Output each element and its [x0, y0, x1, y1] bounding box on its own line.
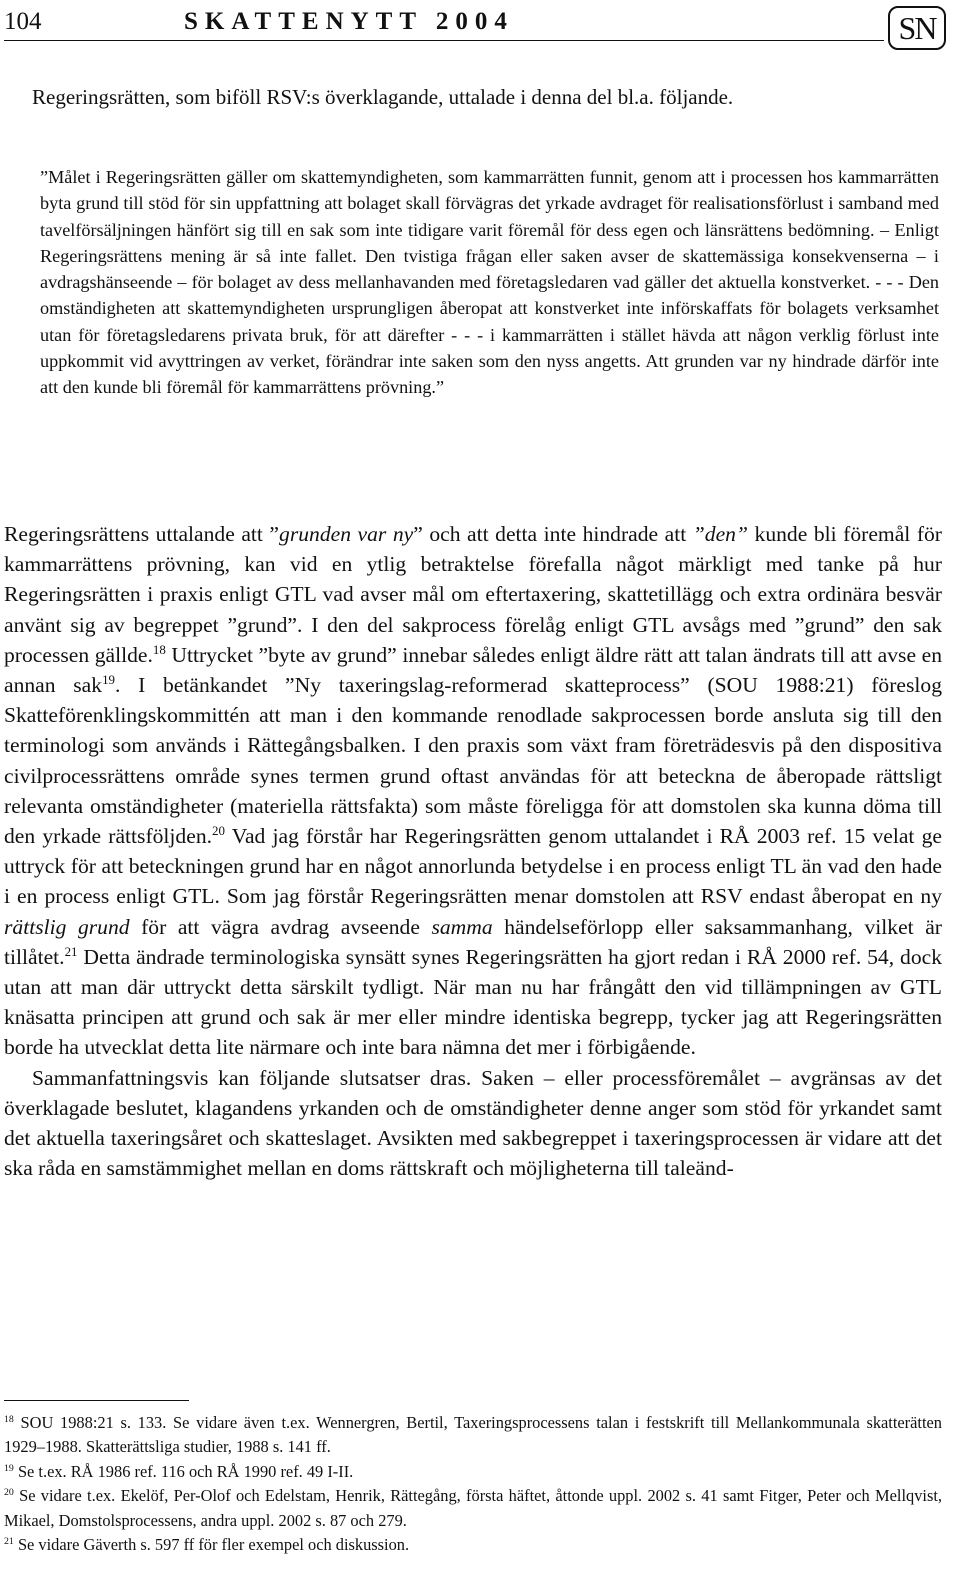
text-run: . I betänkandet ”Ny taxeringslag-reformerad skatteprocess” (SOU 1988:21) föreslog Skatteförenklingskommittén att man i den kommande renodlade sakprocessen borde ansluta sig till den terminologi som används i Rättegångsbalken. I den praxis som växt fram företrädesvis på den dispositiva civilprocessrättens område synes termen grund oftast användas för att beteckna de åberopade rättsligt relevanta omständigheter (materiella rättsfakta) som måste föreligga för att domstolen ska kunna döma till den yrkade rättsföljden.: [4, 673, 942, 849]
journal-logo-icon: SN: [888, 6, 946, 50]
footnote-ref-21: 21: [64, 944, 78, 960]
text-run: kunde bli föremål för kammarrättens prövning, kan vid en ytlig betraktelse förefalla något märkligt med tanke på hur Regeringsrätten i praxis enligt GTL vad avser mål om eftertaxering, skattetillägg och extra ordinära besvär använt sig av begreppet ”grund”. I den del sakprocess förelåg enligt GTL avsågs med ”grund” den sak processen gällde.: [4, 522, 943, 667]
text-run: Vad jag förstår har Regeringsrätten genom uttalandet i RÅ 2003 ref. 15 velat ge uttryck för att beteckningen grund har en något annorlunda betydelse i en process enligt TL än vad den hade i en process enligt GTL. Som jag förstår Regeringsrätten menar domstolen att RSV endast åberopat en ny: [4, 824, 942, 909]
footnote-19: [4, 1460, 942, 1484]
footnote-18: [4, 1411, 942, 1460]
footnote-20: [4, 1484, 942, 1533]
intro-paragraph: Regeringsrätten, som biföll RSV:s överklagande, uttalade i denna del bl.a. följande.: [32, 85, 734, 109]
footnote-ref-19: 19: [102, 672, 116, 688]
footnote-text: Se vidare t.ex. Ekelöf, Per-Olof och Edelstam, Henrik, Rättegång, första häftet, åttonde uppl. 2002 s. 41 samt Fitger, Peter och Mellqvist, Mikael, Domstolsprocessens, andra uppl. 2002 s. 87 och 279.: [4, 1486, 942, 1530]
footnote-ref-18: 18: [152, 642, 166, 658]
text-run: ” och att detta inte hindrade att: [413, 522, 693, 546]
footnote-ref-20: 20: [212, 823, 225, 839]
footnote-number: 18: [4, 1414, 14, 1426]
footnote-text: Se t.ex. RÅ 1986 ref. 116 och RÅ 1990 ref. 49 I-II.: [17, 1461, 354, 1481]
emphasis: samma: [431, 914, 493, 939]
text-run: Detta ändrade terminologiska synsätt synes Regeringsrätten ha gjort redan i RÅ 2000 ref. 54, dock utan att man där uttryckt detta särskilt tydligt. När man nu har frångått den vid tillämpningen av GTL knäsatta principen att grund och sak är mer eller mindre identiska begrepp, tycker jag att Regeringsrätten borde ha utvecklat detta lite närmare och inte bara nämna det mer i förbigående.: [4, 944, 942, 1060]
emphasis: grunden var ny: [279, 522, 414, 546]
footnotes: [4, 1411, 942, 1557]
body-paragraph-2: Sammanfattningsvis kan följande slutsatser dras. Saken – eller processföremålet – avgränsas av det överklagade beslutet, klagandens yrkanden och de omständigheter denne anger som stöd för yrkandet samt det aktuella taxeringsåret och skatteslaget. Avsikten med sakbegreppet i taxeringsprocessen är vidare att det ska råda en samstämmighet mellan en doms rättskraft och möjligheterna till taleänd-: [4, 1065, 942, 1181]
footnote-number: 21: [4, 1536, 14, 1548]
header-rule: [4, 40, 884, 41]
text-run: händelseförlopp eller saksammanhang, vilket är tillåtet.: [4, 914, 942, 969]
footnote-rule: [4, 1400, 189, 1401]
main-text: [4, 519, 942, 1183]
footnote-21: [4, 1533, 942, 1557]
body-paragraph-1: [4, 519, 942, 1063]
page-number: 104: [4, 8, 42, 35]
court-quote: ”Målet i Regeringsrätten gäller om skattemyndigheten, som kammarrätten funnit, genom att i processen hos kammarrätten byta grund till stöd för sin uppfattning att bolaget skall förvägras det yrkade avdraget för realisationsförlust i samband med tavelförsäljningen hänfört sig till en sak som inte tidigare varit föremål för dess egen och länsrättens bedömning. – Enligt Regeringsrättens mening är så inte fallet. Den tvistiga frågan eller saken avser de skattemässiga konsekvenserna – i avdragshänseende – för bolaget av dess mellanhavanden med företagsledaren vad gäller det aktuella konstverket. - - - Den omständigheten att skattemyndigheten ursprungligen åberopat att konstverket inte införskaffats för bolagets verksamhet utan för företagsledarens privata bruk, för att därefter - - - i kammarrätten i stället hävda att någon verklig förlust inte uppkommit vid avyttringen av verket, förändrar inte saken som den nyss angetts. Att grunden var ny hindrade därför inte att den kunde bli föremål för kammarrättens prövning.”: [40, 167, 939, 398]
emphasis: rättslig grund: [4, 914, 130, 939]
footnote-number: 20: [4, 1487, 14, 1499]
emphasis: ”den”: [692, 522, 748, 546]
text-run: Uttrycket ”byte av grund” innebar således enligt äldre rätt att talan ändrats till att avse en annan sak: [4, 642, 942, 698]
text-run: för att vägra avdrag avseende: [129, 914, 432, 939]
footnote-text: SOU 1988:21 s. 133. Se vidare även t.ex. Wennergren, Bertil, Taxeringsprocessens talan i festskrift till Mellankommunala skatterätten 1929–1988. Skatterättsliga studier, 1988 s. 141 ff.: [4, 1413, 942, 1457]
journal-title: SKATTENYTT 2004: [184, 8, 514, 35]
footnote-text: Se vidare Gäverth s. 597 ff för fler exempel och diskussion.: [17, 1535, 410, 1555]
text-run: Regeringsrättens uttalande att ”: [4, 522, 280, 546]
footnote-number: 19: [4, 1462, 14, 1474]
page-header: [4, 0, 946, 46]
